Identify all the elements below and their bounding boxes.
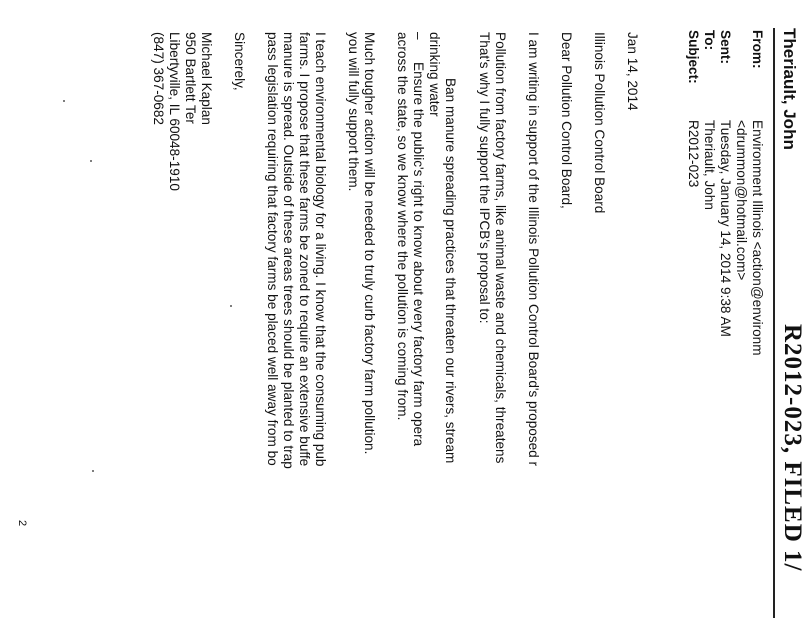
paragraph-2-line: That's why I fully support the IPCB's proposal to:: [477, 32, 492, 324]
from-label: From:: [750, 30, 765, 69]
letter-recipient: Illinois Pollution Control Board: [592, 32, 607, 214]
paragraph-3-line: Much tougher action will be needed to truly curb factory farm pollution.: [362, 32, 377, 455]
bullet-1-line: drinking water: [427, 32, 442, 117]
signature-phone: (847) 367-0682: [151, 32, 166, 125]
paragraph-4-line: manure is spread. Outside of these areas trees should be planted to trap: [281, 32, 296, 469]
paragraph-3-line: you will fully support them.: [346, 32, 361, 192]
from-value-email: <drummon@hotmail.com>: [734, 120, 749, 281]
subject-label: Subject:: [686, 30, 701, 84]
bullet-2-dash: –: [411, 32, 426, 40]
signature-city: Libertyville, IL 60048-1910: [167, 32, 182, 191]
bullet-2-line: across the state, so we know where the pollution is coming from.: [395, 32, 410, 421]
paragraph-2-line: Pollution from factory farms, like animal waste and chemicals, threatens: [493, 32, 508, 464]
bullet-1-line: Ban manure spreading practices that threaten our rivers, stream: [443, 78, 458, 464]
signature-name: Michael Kaplan: [199, 32, 214, 125]
paragraph-4-line: pass legislation requiring that factory farms be placed well away from bo: [265, 32, 280, 466]
filing-stamp: R2012-023, FILED 1/: [779, 324, 806, 572]
scan-speck: [90, 160, 92, 162]
sender-name: Theriault, John: [780, 28, 799, 150]
bullet-2-line: Ensure the public's right to know about every factory farm opera: [411, 62, 426, 447]
letter-closing: Sincerely,: [232, 32, 247, 91]
scan-speck: [92, 470, 94, 472]
sent-value: Tuesday, January 14, 2014 9:38 AM: [718, 120, 733, 337]
paragraph-4-line: I teach environmental biology for a living. I know that the consuming pub: [313, 32, 328, 467]
letter-date: Jan 14, 2014: [625, 32, 640, 111]
page-number: 2: [16, 520, 28, 527]
paragraph-4-line: farms. I propose that these farms be zoned to require an extensive buffe: [297, 32, 312, 467]
sent-label: Sent:: [718, 30, 733, 64]
to-label: To:: [702, 30, 717, 51]
to-value: Theriault, John: [702, 120, 717, 210]
scan-speck: [63, 100, 65, 102]
scan-speck: [230, 305, 232, 307]
header-rule: [773, 28, 775, 618]
signature-street: 950 Bartlett Ter: [183, 32, 198, 124]
paragraph-1-line: I am writing in support of the Illinois Pollution Control Board's proposed r: [526, 32, 541, 467]
from-value: Environment Illinois <action@environm: [750, 120, 765, 356]
letter-salutation: Dear Pollution Control Board,: [559, 32, 574, 209]
subject-value: R2012-023: [686, 120, 701, 188]
